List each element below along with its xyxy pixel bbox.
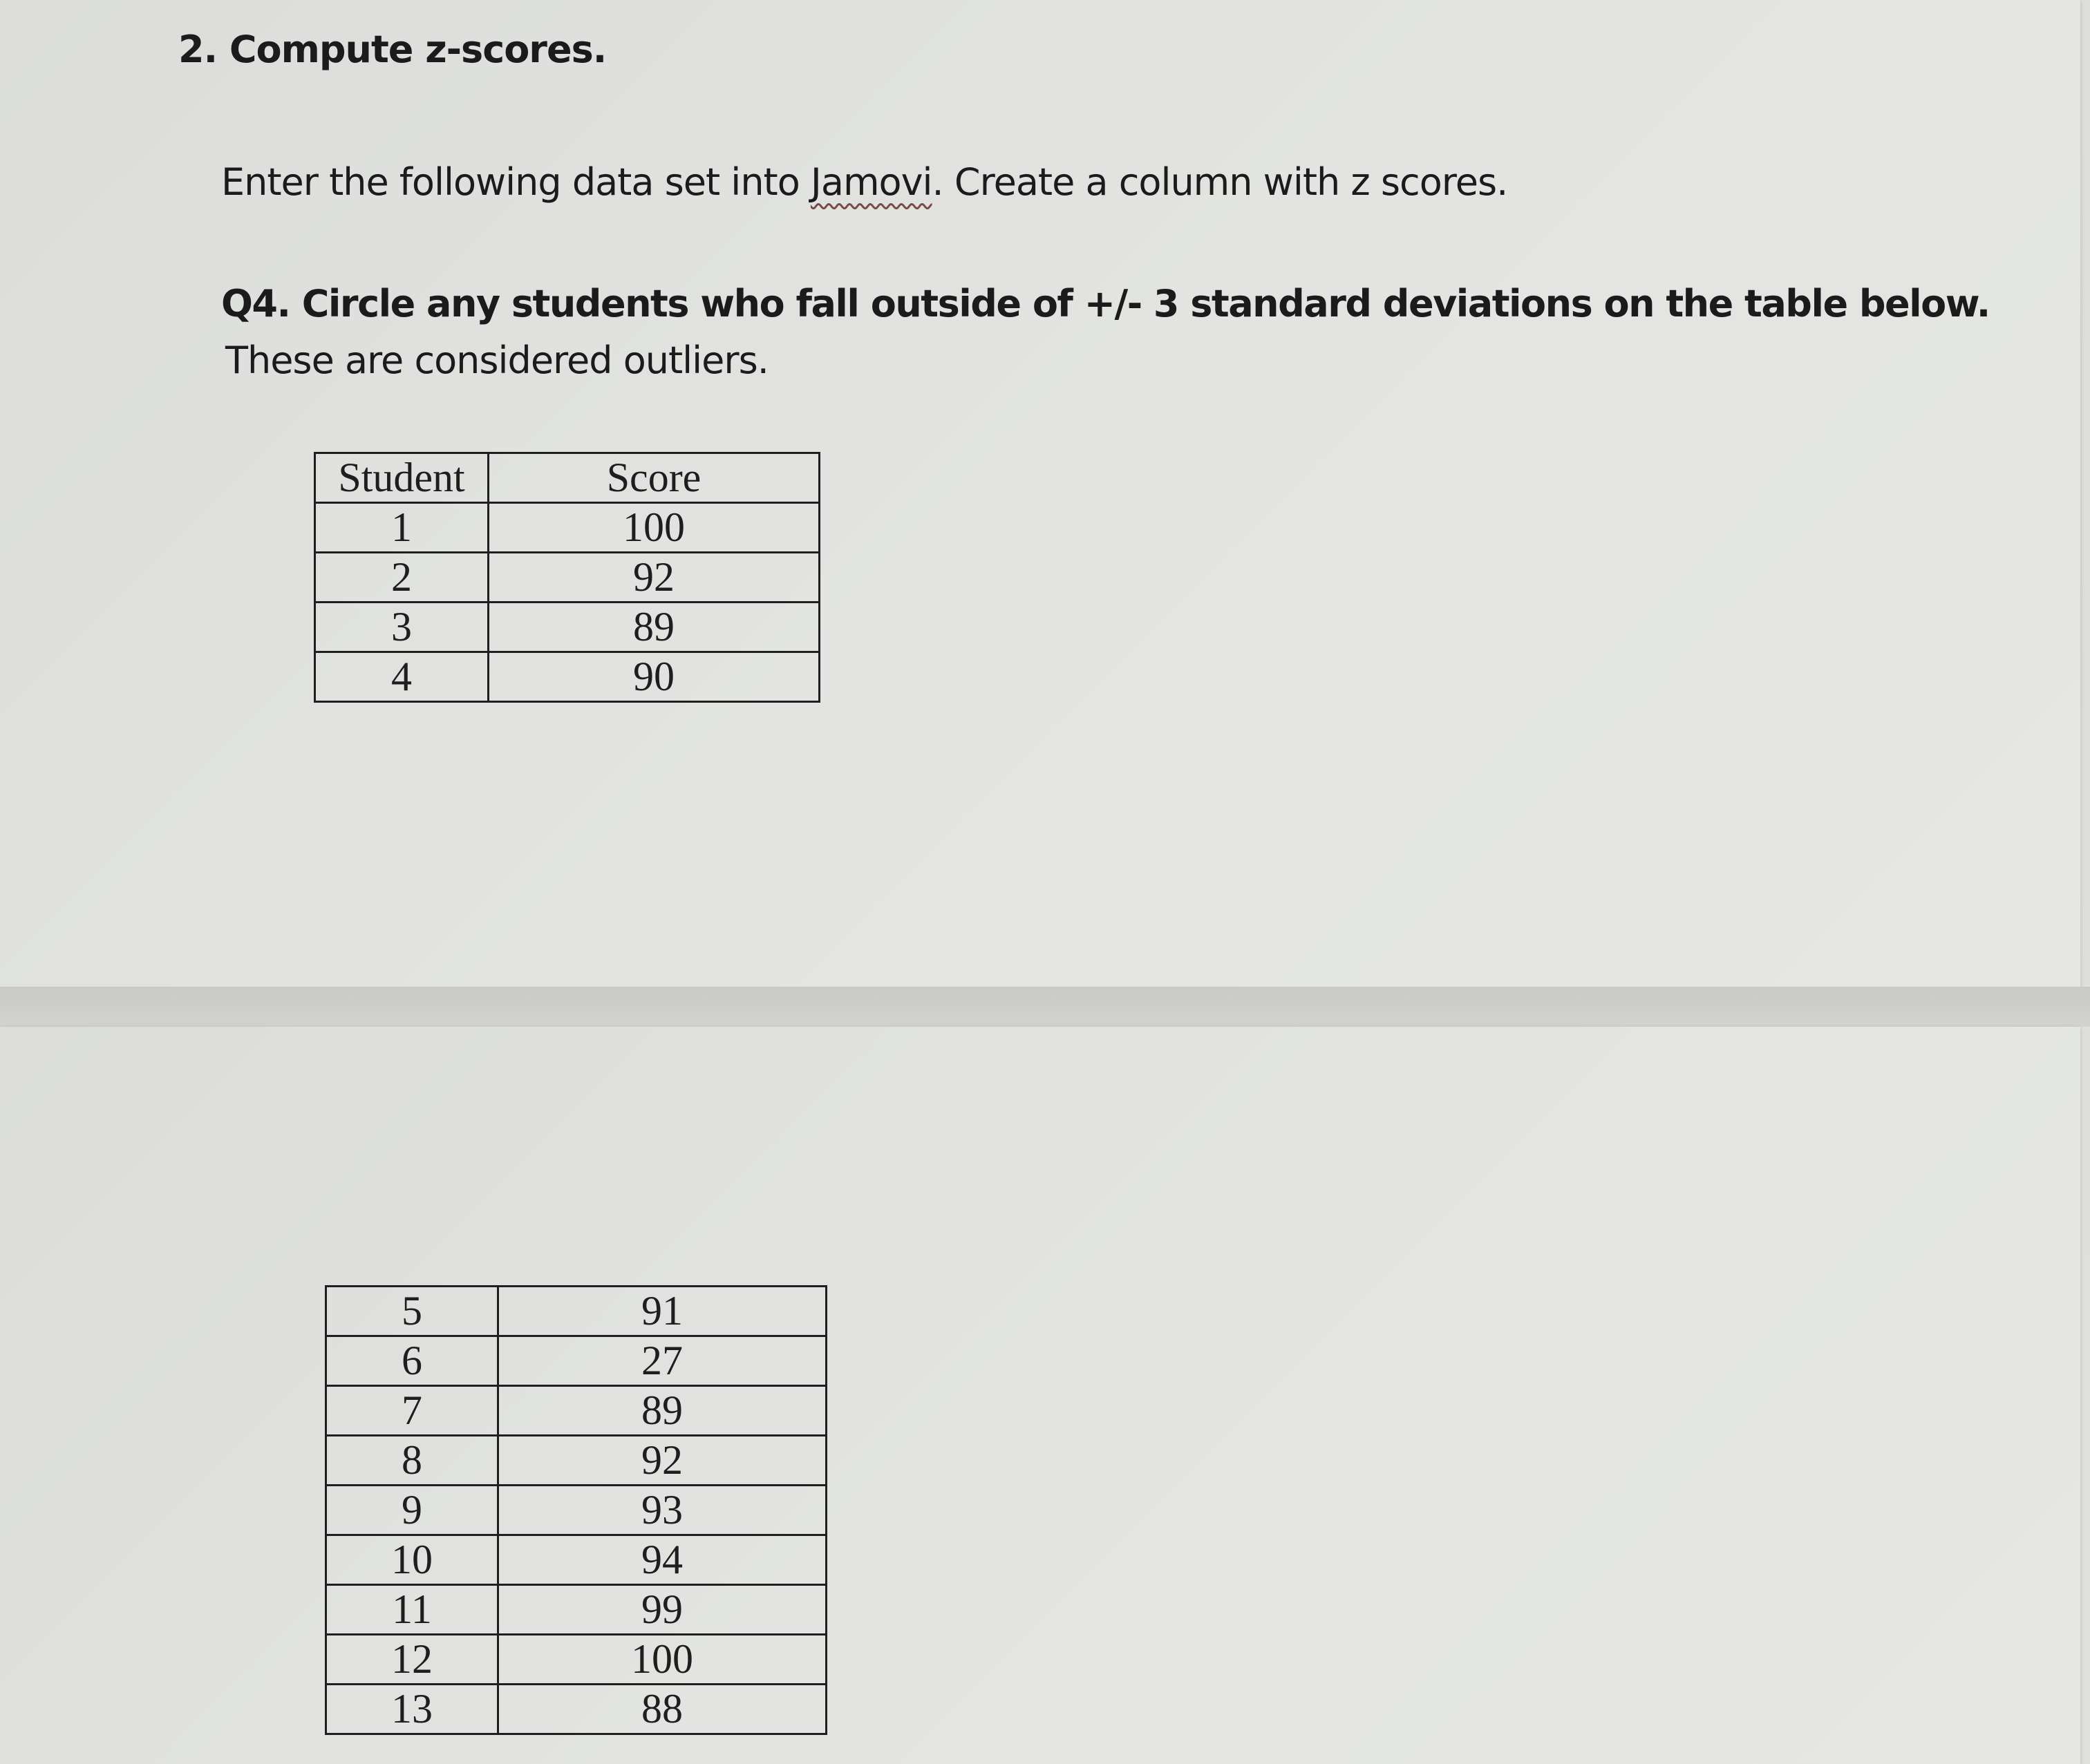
score-cell: 88 [498,1685,827,1734]
score-cell: 99 [498,1585,827,1635]
score-cell: 89 [489,603,820,652]
student-cell: 12 [326,1635,498,1685]
question-q4: Q4. Circle any students who fall outside of +/- 3 standard deviations on the table below. [221,282,1990,325]
header-score: Score [489,453,820,503]
instruction-after: . Create a column with z scores. [932,160,1508,204]
score-cell: 93 [498,1486,827,1535]
score-cell: 90 [489,652,820,702]
score-cell: 100 [489,503,820,553]
table-row [315,652,820,702]
student-cell: 13 [326,1685,498,1734]
score-cell: 100 [498,1635,827,1685]
student-cell: 9 [326,1486,498,1535]
table-row [326,1486,827,1535]
score-cell: 92 [489,553,820,603]
student-cell: 2 [315,553,489,603]
score-cell: 27 [498,1336,827,1386]
student-cell: 3 [315,603,489,652]
student-cell: 1 [315,503,489,553]
student-cell: 8 [326,1436,498,1486]
student-cell: 7 [326,1386,498,1436]
student-cell: 10 [326,1535,498,1585]
section-heading: 2. Compute z-scores. [178,28,607,71]
spellcheck-flagged-word: Jamovi [810,160,932,204]
student-cell: 5 [326,1287,498,1336]
table-row [315,603,820,652]
instruction-text [221,160,1507,204]
table-row [326,1585,827,1635]
table-row [315,553,820,603]
table-row [315,503,820,553]
table-row [326,1635,827,1685]
score-cell: 91 [498,1287,827,1336]
student-cell: 6 [326,1336,498,1386]
table-row [326,1436,827,1486]
score-cell: 94 [498,1535,827,1585]
outlier-note: These are considered outliers. [225,339,769,382]
table-row [326,1336,827,1386]
student-cell: 11 [326,1585,498,1635]
instruction-before: Enter the following data set into [221,160,811,204]
table-row [326,1535,827,1585]
student-cell: 4 [315,652,489,702]
header-student: Student [315,453,489,503]
table-row [326,1287,827,1336]
document-page-2 [0,1027,2080,1764]
score-cell: 89 [498,1386,827,1436]
table-header-row [315,453,820,503]
table-row [326,1386,827,1436]
score-cell: 92 [498,1436,827,1486]
student-score-table-part-2 [325,1285,827,1735]
page-gap [0,987,2090,1027]
student-score-table-part-1 [314,452,820,703]
table-row [326,1685,827,1734]
